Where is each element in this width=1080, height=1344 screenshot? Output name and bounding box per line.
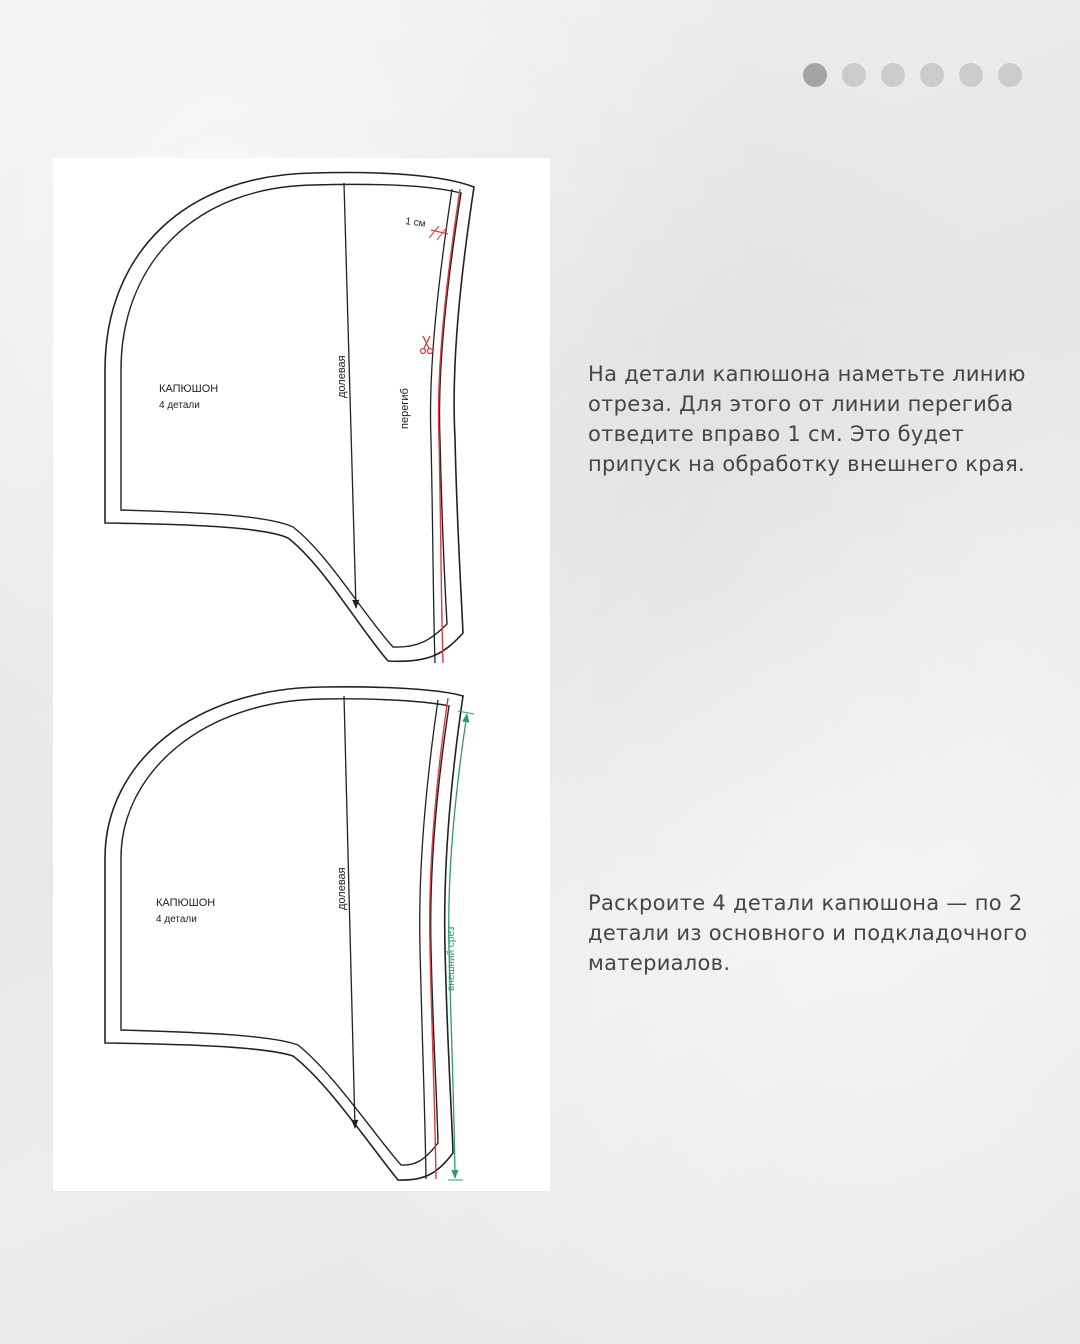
pattern-bottom-outer-contour: [105, 687, 463, 1180]
pagination-dot-1[interactable]: [803, 63, 827, 87]
pagination-dot-6[interactable]: [998, 63, 1022, 87]
pattern-top-grain-label: долевая: [336, 355, 348, 398]
pattern-bottom-inner-contour: [121, 699, 449, 1165]
pagination-dot-3[interactable]: [881, 63, 905, 87]
instruction-text-step-2: Раскроите 4 детали капюшона — по 2 детали из основного и подкладочного материалов.: [588, 891, 1028, 975]
pagination-dot-5[interactable]: [959, 63, 983, 87]
scissors-icon: [421, 336, 433, 354]
outer-edge-label: внешний срез: [446, 926, 457, 991]
pattern-top-fold-label: перегиб: [399, 388, 411, 429]
pattern-bottom-title: КАПЮШОН: [156, 897, 216, 909]
pattern-top-title: КАПЮШОН: [159, 383, 219, 395]
pattern-top-outer-contour: [105, 173, 474, 662]
pagination-dots: [803, 63, 1022, 87]
allowance-label: 1 см: [404, 216, 427, 230]
instruction-text-step-1: На детали капюшона наметьте линию отреза. Для этого от линии перегиба отведите вправо 1 см. Это будет припуск на обработку внешнего края.: [588, 362, 1026, 476]
pattern-bottom-grain-arrow: [344, 696, 355, 1128]
pattern-top-count: 4 детали: [159, 400, 200, 411]
pagination-dot-4[interactable]: [920, 63, 944, 87]
pattern-bottom-grain-label: долевая: [336, 867, 348, 910]
pattern-top: [105, 173, 474, 663]
pagination-dot-2[interactable]: [842, 63, 866, 87]
pattern-bottom: [105, 687, 474, 1180]
pattern-bottom-fold-line: [420, 700, 438, 1179]
pattern-bottom-count: 4 детали: [156, 914, 197, 925]
allowance-marker: [405, 216, 448, 240]
pattern-illustration-panel: [53, 158, 550, 1191]
hood-pattern-diagram: [53, 158, 550, 1191]
